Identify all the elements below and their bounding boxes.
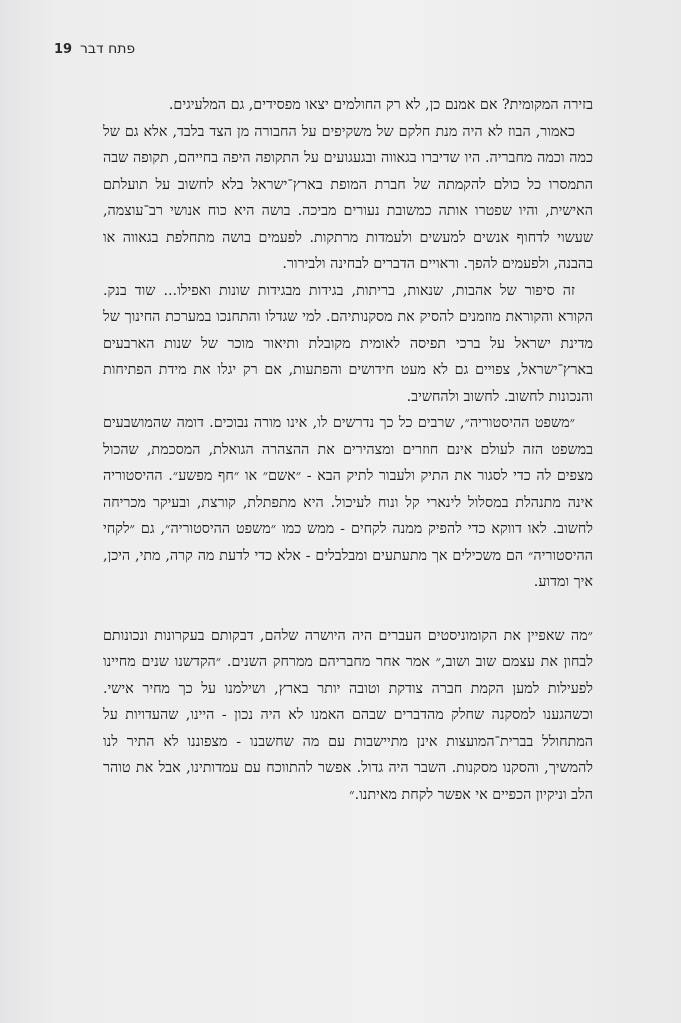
paragraph: זה סיפור של אהבות, שנאות, בריתות, בגידות מבגידות שונות ואפילו... שוד בנק. הקורא והקוראת מוזמנים להסיק את מסקנותיהם. למי שגדלו והתחנכו במערכת החינוך של מדינת ישראל על ברכי תפיסה לאומית מקובלת ותיאור מוכר של שנות הארבעים בארץ־ישראל, צפויים גם לא מעט חידושים והפתעות, אם רק יגלו את מידת הפתיחות והנכונות לחשוב. לחשוב ולהחשיב. [103, 282, 593, 405]
page-number: 19 [54, 42, 73, 57]
paragraph: בזירה המקומית? אם אמנם כן, לא רק החולמים יצאו מפסידים, גם המלעיגים. [168, 97, 593, 113]
paragraph: ״משפט ההיסטוריה״, שרבים כל כך נדרשים לו, אינו מורה נבוכים. דומה שהמושבעים במשפט הזה לעולם אינם חוזרים ומצהירים את ההצהרה הגואלת, המסכמת, שהכול מצפים לה כדי לסגור את התיק ולעבור לתיק הבא - ״אשם״ או ״חף מפשע״. ההיסטוריה אינה מתנהלת במסלול לינארי קל ונוח לעיכול. היא מתפתלת, קורצת, ובעיקר מכריחה לחשוב. לאו דווקא כדי להפיק ממנה לקחים - ממש כמו ״משפט ההיסטוריה״, גם ״לקחי ההיסטוריה״ הם משכילים אך מתעתעים ומבלבלים - אלא כדי לדעת מה קרה, מתי, היכן, איך ומדוע. [103, 415, 593, 590]
running-header-title: פתח דבר [80, 41, 136, 57]
paragraph: כאמור, הבוז לא היה מנת חלקם של משקיפים על החבורה מן הצד בלבד, אלא גם של כמה וכמה מחבריה. היו שדיברו בגאווה ובגעגועים על התקופה היפה בחייהם, תקופה שבה התמסרו כל כולם להקמתה של חברת המופת בארץ־ישראל בלא לחשוב על תועלתם האישית, והיו שפטרו אותה כמשובת נעורים מביכה. בושה היא כוח אנושי רב־עוצמה, שעשוי לדחוף אנשים למעשים ולעמדות מרתקות. לפעמים בושה מתחלפת בגאווה או בהבנה, ולפעמים להפך. וראויים הדברים לבחינה ולבירור. [103, 123, 593, 272]
quote-paragraph: ״מה שאפיין את הקומוניסטים העברים היה היושרה שלהם, דבקותם בעקרונות ונכונותם לבחון את עצמם שוב ושוב,״ אמר אחר מחבריהם ממרחק השנים. ״הקדשנו שנים מחיינו לפעילות למען הקמת חברה צודקת וטובה יותר בארץ, ושילמנו על כך מחיר אישי. וכשהגענו למסקנה שחלק מהדברים שבהם האמנו לא היה נכון - היינו, שהעדויות על המתחולל בברית־המועצות אינן מתיישבות עם מה שחשבנו - מצפוננו לא התיר לנו להמשיך, והסקנו מסקנות. השבר היה גדול. אפשר להתווכח עם עמדותינו, אבל את טוהר הלב וניקיון הכפיים אי אפשר לקחת מאיתנו.״ [103, 627, 593, 803]
section-break [103, 596, 593, 623]
body-text [103, 92, 593, 808]
